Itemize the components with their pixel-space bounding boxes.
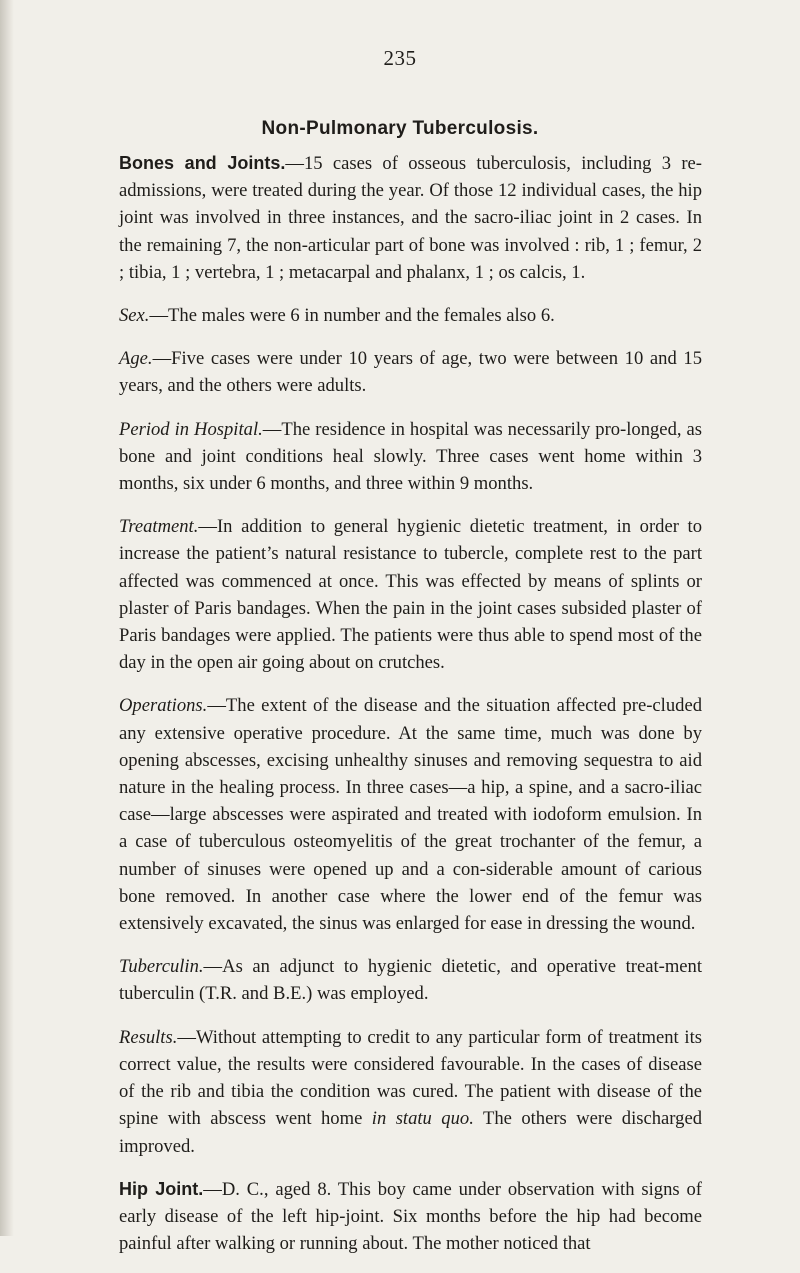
paragraph-lead: Period in Hospital. [119,418,263,440]
paragraph-bones-and-joints [119,150,702,286]
page-binding-shadow [0,0,14,1236]
section-heading: Non-Pulmonary Tuberculosis. [261,118,539,139]
paragraph-operations [119,692,702,937]
paragraph-tuberculin [119,953,702,1007]
paragraph-lead: Bones and Joints. [119,153,286,173]
paragraph-treatment [119,513,702,676]
paragraph-age [119,345,702,399]
paragraph-sex [119,302,702,329]
paragraph-lead: Operations. [119,695,208,717]
paragraph-lead: Sex. [119,305,150,327]
paragraph-text: —D. C., aged 8. This boy came under observation with signs of early disease of the left hip-joint. Six months before the hip had become painful after walking or running about. The mother noticed that [119,1178,702,1255]
paragraph-text: —The residence in hospital was necessarily pro-longed, as bone and joint conditions heal slowly. Three cases went home within 3 months, six under 6 months, and three within 9 months. [119,418,702,495]
paragraph-lead: Results. [119,1026,178,1048]
paragraph-text: —The males were 6 in number and the females also 6. [149,305,555,327]
paragraph-text: —In addition to general hygienic dietetic treatment, in order to increase the patient’s natural resistance to tubercle, complete rest to the part affected was commenced at once. This was effected by means of splints or plaster of Paris bandages. When the pain in the joint cases subsided plaster of Paris bandages were applied. The patients were thus able to spend most of the day in the open air going about on crutches. [119,516,702,674]
paragraph-lead: Hip Joint. [119,1178,204,1199]
paragraph-text: —Five cases were under 10 years of age, two were between 10 and 15 years, and the others were adults. [119,348,702,397]
paragraph-results [119,1024,702,1160]
paragraph-lead: Treatment. [119,516,199,538]
paragraph-lead: Age. [119,348,153,370]
paragraph-text: —15 cases of osseous tuberculosis, including 3 re-admissions, were treated during the year. Of those 12 individual cases, the hip joint was involved in three instances, and the sacro-iliac joint in 2 cases. In the remaining 7, the non-articular part of bone was involved : rib, 1 ; femur, 2 ; tibia, 1 ; vertebra, 1 ; metacarpal and phalanx, 1 ; os calcis, 1. [119,153,702,283]
body-text [119,150,702,1273]
paragraph-lead: Tuberculin. [119,956,204,978]
page-number: 235 [383,46,417,70]
paragraph-period-in-hospital [119,416,702,498]
paragraph-text: —As an adjunct to hygienic dietetic, and operative treat-ment tuberculin (T.R. and B.E.) was employed. [119,956,702,1005]
paragraph-text: —Without attempting to credit to any particular form of treatment its correct value, the results were considered favourable. In the cases of disease of the rib and tibia the condition was cured. The patient with disease of the spine with abscess went home [119,1026,702,1130]
paragraph-text-end: The others were discharged improved. [119,1108,703,1157]
paragraph-text: —The extent of the disease and the situation affected pre-cluded any extensive operative procedure. At the same time, much was done by opening abscesses, excising unhealthy sinuses and removing sequestra to aid nature in the healing process. In three cases—a hip, a spine, and a sacro-iliac case—large abscesses were aspirated and treated with iodoform emulsion. In a case of tuberculous osteomyelitis of the great trochanter of the femur, a number of sinuses were opened up and a con-siderable amount of carious bone removed. In another case where the lower end of the femur was extensively excavated, the sinus was enlarged for ease in dressing the wound. [119,695,702,935]
paragraph-italic-phrase: in statu quo. [371,1108,474,1130]
paragraph-hip-joint [119,1176,702,1258]
